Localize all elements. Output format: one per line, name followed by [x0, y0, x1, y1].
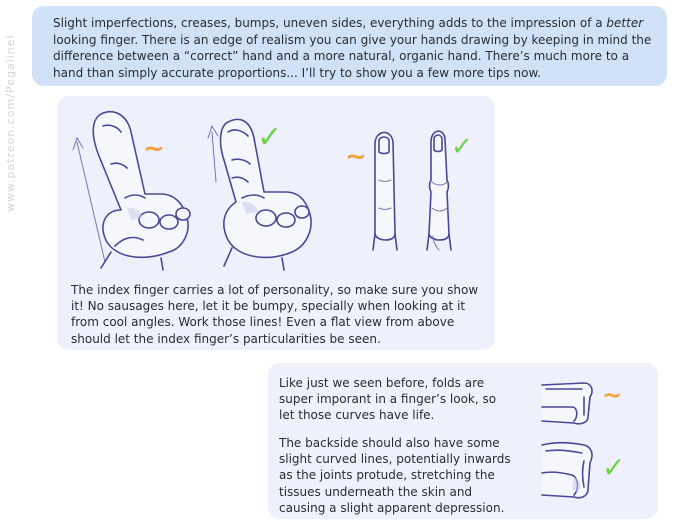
mark-meh-1: ~ [143, 134, 165, 164]
intro-text-2: looking finger. There is an edge of realism you can give your hands drawing by keeping in mind the difference between a “correct” hand and a more natural, organic hand. There’s much more to a hand than simply accurate proportions... I’ll try to show you a few more tips now. [53, 32, 652, 80]
intro-emphasis: better [606, 16, 644, 30]
folds-text-1: Like just we seen before, folds are super imporant in a finger’s look, so let those curves have life. [279, 376, 497, 423]
watermark: www.patreon.com/Pegalinel [4, 34, 17, 212]
folds-text-2: The backside should also have some slight curved lines, potentially inwards as the joints protude, stretching the tissues underneath the skin and causing a slight apparent depression. [279, 436, 511, 515]
intro-text-1: Slight imperfections, creases, bumps, uneven sides, everything adds to the impression of a [53, 16, 607, 30]
bent-finger-wrong [538, 377, 608, 437]
mark-ok-3: ✓ [602, 451, 626, 484]
mark-meh-2: ~ [345, 142, 367, 172]
intro-box [32, 6, 667, 86]
folds-box [268, 363, 658, 519]
mark-ok-1: ✓ [257, 120, 283, 155]
mark-ok-2: ✓ [451, 132, 473, 162]
mark-meh-3: ~ [602, 381, 623, 409]
bent-finger-right [538, 439, 608, 509]
index-finger-text: The index finger carries a lot of personality, so make sure you show it! No sausages here, let it be bumpy, specially when looking at it from cool angles. Work those lines! Even a flat view from above should let the index finger’s particularities be seen. [71, 283, 479, 346]
index-finger-box [57, 96, 495, 350]
finger-flat-wrong [369, 124, 409, 264]
hand-drawing-wrong [65, 102, 195, 272]
